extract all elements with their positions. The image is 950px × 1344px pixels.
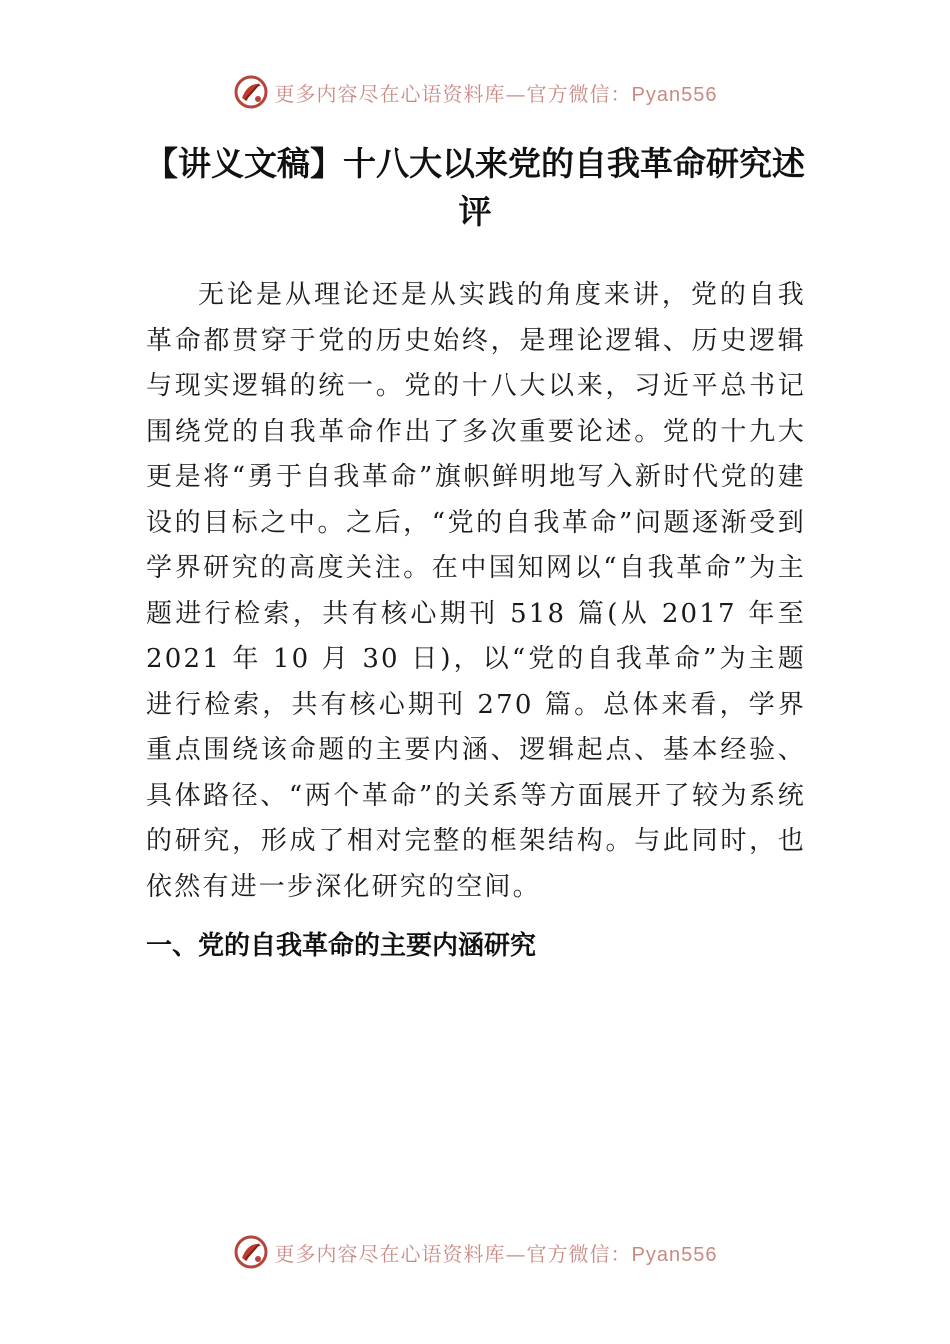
watermark-text: 更多内容尽在心语资料库—官方微信：Pyan556 xyxy=(274,81,718,106)
section-heading: 一、党的自我革命的主要内涵研究 xyxy=(146,931,537,961)
wechat-id: Pyan556 xyxy=(631,1243,718,1266)
watermark-text: 更多内容尽在心语资料库—官方微信：Pyan556 xyxy=(274,1241,718,1266)
wechat-id: Pyan556 xyxy=(631,83,718,106)
logo-emblem-icon xyxy=(233,1234,269,1270)
header-watermark xyxy=(0,72,950,112)
logo-emblem-icon xyxy=(233,74,269,110)
footer-watermark xyxy=(0,1232,950,1272)
document-title: 【讲义文稿】十八大以来党的自我革命研究述评 xyxy=(145,144,805,231)
body-paragraph: 无论是从理论还是从实践的角度来讲，党的自我革命都贯穿于党的历史始终，是理论逻辑、历史逻辑与现实逻辑的统一。党的十八大以来，习近平总书记围绕党的自我革命作出了多次重要论述。党的十九大更是将“勇于自我革命”旗帜鲜明地写入新时代党的建设的目标之中。之后，“党的自我革命”问题逐渐受到学界研究的高度关注。在中国知网以“自我革命”为主题进行检索，共有核心期刊 518 篇(从 2017 年至 2021 年 10 月 30 日)，以“党的自我革命”为主题进行检索，共有核心期刊 270 篇。总体来看，学界重点围绕该命题的主要内涵、逻辑起点、基本经验、具体路径、“两个革命”的关系等方面展开了较为系统的研究，形成了相对完整的框架结构。与此同时，也依然有进一步深化研究的空间。 xyxy=(146,280,806,902)
